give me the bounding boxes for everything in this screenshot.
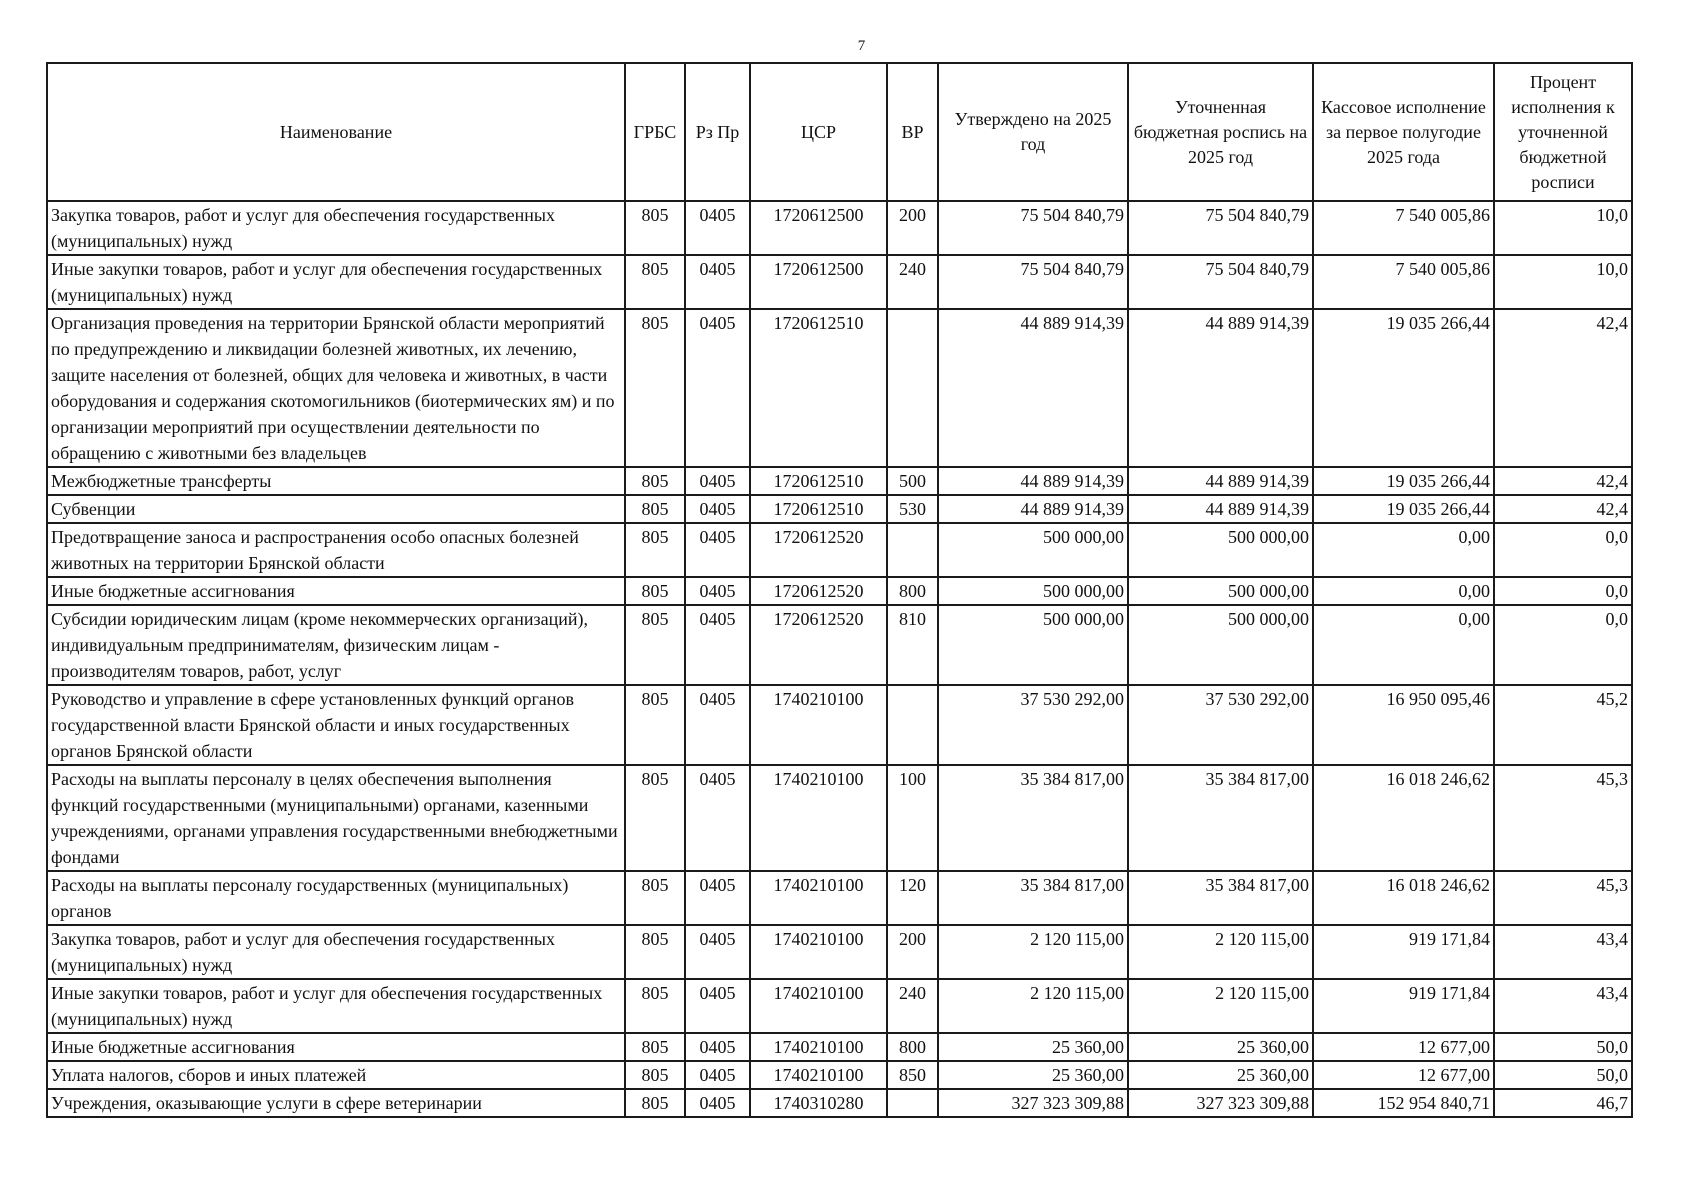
- header-name: Наименование: [47, 63, 625, 201]
- cell-name: Иные бюджетные ассигнования: [47, 577, 625, 605]
- table-row: [47, 1089, 1632, 1117]
- cell-vr: 850: [887, 1061, 938, 1089]
- cell-name: Учреждения, оказывающие услуги в сфере ветеринарии: [47, 1089, 625, 1117]
- cell-approved: 37 530 292,00: [938, 685, 1128, 765]
- cell-grbs: 805: [625, 495, 685, 523]
- cell-csr: 1740210100: [750, 871, 887, 925]
- cell-refined: 327 323 309,88: [1128, 1089, 1313, 1117]
- cell-name: Расходы на выплаты персоналу государственных (муниципальных) органов: [47, 871, 625, 925]
- cell-rzpr: 0405: [685, 1061, 750, 1089]
- cell-name: Предотвращение заноса и распространения особо опасных болезней животных на территории Брянской области: [47, 523, 625, 577]
- page-number: 7: [857, 38, 866, 54]
- cell-rzpr: 0405: [685, 577, 750, 605]
- cell-approved: 500 000,00: [938, 523, 1128, 577]
- cell-refined: 44 889 914,39: [1128, 467, 1313, 495]
- cell-cash: 16 950 095,46: [1313, 685, 1494, 765]
- cell-name: Иные бюджетные ассигнования: [47, 1033, 625, 1061]
- cell-csr: 1720612500: [750, 255, 887, 309]
- cell-refined: 500 000,00: [1128, 605, 1313, 685]
- cell-rzpr: 0405: [685, 201, 750, 255]
- header-approved: Утверждено на 2025 год: [938, 63, 1128, 201]
- header-vr: ВР: [887, 63, 938, 201]
- cell-rzpr: 0405: [685, 523, 750, 577]
- cell-rzpr: 0405: [685, 495, 750, 523]
- cell-name: Субвенции: [47, 495, 625, 523]
- header-csr: ЦСР: [750, 63, 887, 201]
- cell-rzpr: 0405: [685, 1089, 750, 1117]
- table-row: [47, 685, 1632, 765]
- cell-cash: 0,00: [1313, 523, 1494, 577]
- cell-csr: 1740210100: [750, 1061, 887, 1089]
- cell-vr: 800: [887, 1033, 938, 1061]
- cell-approved: 2 120 115,00: [938, 979, 1128, 1033]
- cell-vr: 100: [887, 765, 938, 871]
- cell-csr: 1720612520: [750, 577, 887, 605]
- cell-csr: 1720612510: [750, 467, 887, 495]
- table-row: [47, 523, 1632, 577]
- cell-percent: 0,0: [1494, 523, 1632, 577]
- table-row: [47, 309, 1632, 467]
- cell-grbs: 805: [625, 685, 685, 765]
- cell-approved: 25 360,00: [938, 1061, 1128, 1089]
- cell-cash: 0,00: [1313, 577, 1494, 605]
- cell-approved: 44 889 914,39: [938, 309, 1128, 467]
- cell-vr: 500: [887, 467, 938, 495]
- table-row: [47, 255, 1632, 309]
- cell-refined: 37 530 292,00: [1128, 685, 1313, 765]
- cell-csr: 1720612510: [750, 309, 887, 467]
- table-row: [47, 1033, 1632, 1061]
- table-row: [47, 979, 1632, 1033]
- cell-grbs: 805: [625, 925, 685, 979]
- cell-approved: 35 384 817,00: [938, 765, 1128, 871]
- cell-cash: 7 540 005,86: [1313, 201, 1494, 255]
- cell-approved: 75 504 840,79: [938, 201, 1128, 255]
- cell-csr: 1740210100: [750, 1033, 887, 1061]
- cell-refined: 2 120 115,00: [1128, 925, 1313, 979]
- cell-rzpr: 0405: [685, 467, 750, 495]
- budget-table: [46, 62, 1633, 1118]
- table-row: [47, 495, 1632, 523]
- cell-vr: [887, 1089, 938, 1117]
- cell-grbs: 805: [625, 1033, 685, 1061]
- cell-cash: 919 171,84: [1313, 925, 1494, 979]
- cell-grbs: 805: [625, 309, 685, 467]
- cell-percent: 10,0: [1494, 255, 1632, 309]
- cell-refined: 25 360,00: [1128, 1033, 1313, 1061]
- cell-percent: 43,4: [1494, 925, 1632, 979]
- cell-grbs: 805: [625, 979, 685, 1033]
- cell-refined: 35 384 817,00: [1128, 871, 1313, 925]
- cell-percent: 45,3: [1494, 871, 1632, 925]
- cell-vr: 530: [887, 495, 938, 523]
- cell-cash: 919 171,84: [1313, 979, 1494, 1033]
- cell-grbs: 805: [625, 605, 685, 685]
- cell-refined: 75 504 840,79: [1128, 201, 1313, 255]
- table-row: [47, 871, 1632, 925]
- table-row: [47, 577, 1632, 605]
- table-row: [47, 605, 1632, 685]
- cell-cash: 0,00: [1313, 605, 1494, 685]
- header-rzpr: Рз Пр: [685, 63, 750, 201]
- cell-grbs: 805: [625, 765, 685, 871]
- cell-csr: 1740210100: [750, 685, 887, 765]
- cell-name: Организация проведения на территории Брянской области мероприятий по предупреждению и ликвидации болезней животных, их лечению, защите населения от болезней, общих для человека и животных, в части оборудования и содержания скотомогильников (биотермических ям) и по организации мероприятий при осуществлении деятельности по обращению с животными без владельцев: [47, 309, 625, 467]
- cell-percent: 42,4: [1494, 495, 1632, 523]
- cell-percent: 46,7: [1494, 1089, 1632, 1117]
- header-percent: Процент исполнения к уточненной бюджетной росписи: [1494, 63, 1632, 201]
- cell-rzpr: 0405: [685, 309, 750, 467]
- cell-percent: 42,4: [1494, 309, 1632, 467]
- cell-rzpr: 0405: [685, 925, 750, 979]
- cell-name: Иные закупки товаров, работ и услуг для обеспечения государственных (муниципальных) нужд: [47, 979, 625, 1033]
- cell-vr: [887, 309, 938, 467]
- cell-approved: 44 889 914,39: [938, 467, 1128, 495]
- cell-rzpr: 0405: [685, 979, 750, 1033]
- cell-cash: 12 677,00: [1313, 1061, 1494, 1089]
- cell-vr: 800: [887, 577, 938, 605]
- cell-refined: 44 889 914,39: [1128, 495, 1313, 523]
- cell-cash: 16 018 246,62: [1313, 871, 1494, 925]
- cell-grbs: 805: [625, 871, 685, 925]
- cell-name: Закупка товаров, работ и услуг для обеспечения государственных (муниципальных) нужд: [47, 925, 625, 979]
- cell-name: Руководство и управление в сфере установленных функций органов государственной власти Брянской области и иных государственных органов Брянской области: [47, 685, 625, 765]
- cell-rzpr: 0405: [685, 871, 750, 925]
- cell-approved: 35 384 817,00: [938, 871, 1128, 925]
- cell-percent: 0,0: [1494, 577, 1632, 605]
- table-header: [47, 63, 1632, 201]
- cell-percent: 0,0: [1494, 605, 1632, 685]
- cell-percent: 10,0: [1494, 201, 1632, 255]
- cell-approved: 75 504 840,79: [938, 255, 1128, 309]
- cell-grbs: 805: [625, 201, 685, 255]
- cell-cash: 19 035 266,44: [1313, 495, 1494, 523]
- cell-vr: 810: [887, 605, 938, 685]
- cell-vr: [887, 523, 938, 577]
- cell-vr: 200: [887, 925, 938, 979]
- header-cash: Кассовое исполнение за первое полугодие 2025 года: [1313, 63, 1494, 201]
- cell-percent: 42,4: [1494, 467, 1632, 495]
- cell-refined: 44 889 914,39: [1128, 309, 1313, 467]
- cell-name: Закупка товаров, работ и услуг для обеспечения государственных (муниципальных) нужд: [47, 201, 625, 255]
- cell-grbs: 805: [625, 1061, 685, 1089]
- cell-vr: 240: [887, 255, 938, 309]
- cell-rzpr: 0405: [685, 255, 750, 309]
- cell-vr: [887, 685, 938, 765]
- cell-cash: 16 018 246,62: [1313, 765, 1494, 871]
- table-row: [47, 1061, 1632, 1089]
- cell-rzpr: 0405: [685, 765, 750, 871]
- cell-grbs: 805: [625, 255, 685, 309]
- cell-csr: 1740210100: [750, 765, 887, 871]
- cell-percent: 50,0: [1494, 1033, 1632, 1061]
- cell-rzpr: 0405: [685, 685, 750, 765]
- header-row: [47, 63, 1632, 201]
- cell-name: Уплата налогов, сборов и иных платежей: [47, 1061, 625, 1089]
- cell-percent: 50,0: [1494, 1061, 1632, 1089]
- table-row: [47, 467, 1632, 495]
- cell-refined: 500 000,00: [1128, 577, 1313, 605]
- cell-percent: 45,3: [1494, 765, 1632, 871]
- cell-csr: 1740310280: [750, 1089, 887, 1117]
- cell-percent: 45,2: [1494, 685, 1632, 765]
- cell-approved: 500 000,00: [938, 577, 1128, 605]
- cell-approved: 2 120 115,00: [938, 925, 1128, 979]
- table-row: [47, 201, 1632, 255]
- cell-csr: 1720612500: [750, 201, 887, 255]
- cell-refined: 500 000,00: [1128, 523, 1313, 577]
- table-row: [47, 765, 1632, 871]
- cell-approved: 500 000,00: [938, 605, 1128, 685]
- cell-percent: 43,4: [1494, 979, 1632, 1033]
- cell-approved: 44 889 914,39: [938, 495, 1128, 523]
- header-refined: Уточненная бюджетная роспись на 2025 год: [1128, 63, 1313, 201]
- header-grbs: ГРБС: [625, 63, 685, 201]
- cell-grbs: 805: [625, 467, 685, 495]
- cell-refined: 75 504 840,79: [1128, 255, 1313, 309]
- cell-vr: 200: [887, 201, 938, 255]
- cell-refined: 25 360,00: [1128, 1061, 1313, 1089]
- cell-refined: 2 120 115,00: [1128, 979, 1313, 1033]
- cell-vr: 240: [887, 979, 938, 1033]
- cell-cash: 12 677,00: [1313, 1033, 1494, 1061]
- cell-rzpr: 0405: [685, 1033, 750, 1061]
- cell-name: Субсидии юридическим лицам (кроме некоммерческих организаций), индивидуальным предпринимателям, физическим лицам - производителям товаров, работ, услуг: [47, 605, 625, 685]
- cell-csr: 1720612520: [750, 523, 887, 577]
- cell-rzpr: 0405: [685, 605, 750, 685]
- cell-cash: 19 035 266,44: [1313, 467, 1494, 495]
- cell-name: Расходы на выплаты персоналу в целях обеспечения выполнения функций государственными (муниципальными) органами, казенными учреждениями, органами управления государственными внебюджетными фондами: [47, 765, 625, 871]
- cell-csr: 1720612520: [750, 605, 887, 685]
- cell-approved: 327 323 309,88: [938, 1089, 1128, 1117]
- cell-csr: 1740210100: [750, 979, 887, 1033]
- cell-refined: 35 384 817,00: [1128, 765, 1313, 871]
- cell-approved: 25 360,00: [938, 1033, 1128, 1061]
- cell-grbs: 805: [625, 577, 685, 605]
- table-body: [47, 201, 1632, 1117]
- table-row: [47, 925, 1632, 979]
- cell-cash: 7 540 005,86: [1313, 255, 1494, 309]
- cell-cash: 152 954 840,71: [1313, 1089, 1494, 1117]
- cell-grbs: 805: [625, 523, 685, 577]
- cell-name: Иные закупки товаров, работ и услуг для обеспечения государственных (муниципальных) нужд: [47, 255, 625, 309]
- cell-name: Межбюджетные трансферты: [47, 467, 625, 495]
- cell-vr: 120: [887, 871, 938, 925]
- cell-cash: 19 035 266,44: [1313, 309, 1494, 467]
- cell-csr: 1720612510: [750, 495, 887, 523]
- cell-grbs: 805: [625, 1089, 685, 1117]
- cell-csr: 1740210100: [750, 925, 887, 979]
